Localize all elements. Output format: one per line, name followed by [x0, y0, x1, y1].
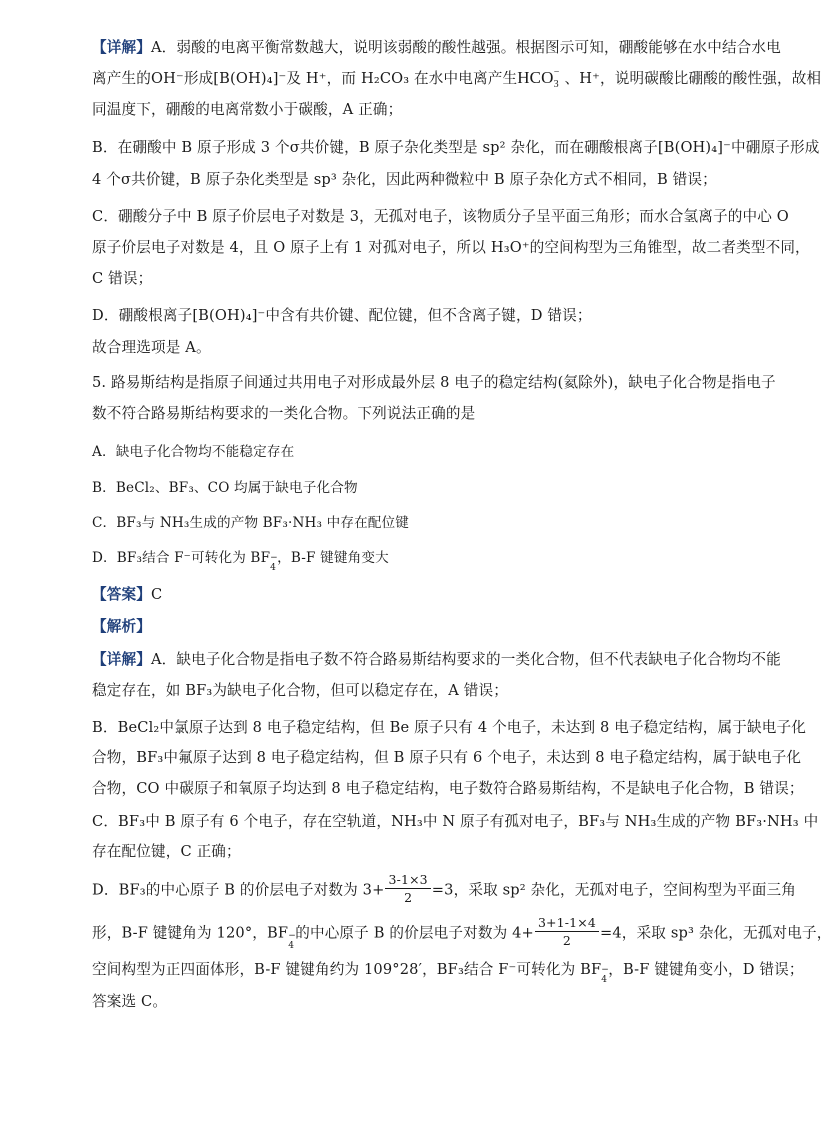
- bicarbonate-ion: $HCO_3^-$: [517, 67, 560, 90]
- detail-tag: 【详解】: [92, 39, 151, 56]
- prev-detail-b-line-1: B．在硼酸中 B 原子形成 3 个σ共价键，B 原子杂化类型是 sp² 杂化，而在硼酸根离子[B(OH)₄]⁻中硼原子形成: [92, 139, 820, 156]
- detail-b-line-1: B．BeCl₂中氯原子达到 8 电子稳定结构，但 Be 原子只有 4 个电子，未达到 8 电子稳定结构，属于缺电子化: [92, 719, 806, 736]
- option-c: C．BF₃与 NH₃生成的产物 BF₃·NH₃ 中存在配位键: [92, 515, 410, 531]
- fraction-1: $\frac{3-1\times 3}{2}$: [385, 871, 430, 906]
- final-conclusion: 答案选 C。: [92, 993, 168, 1010]
- detail-d-line-3: 空间构型为正四面体形，B-F 键键角约为 109°28′，BF₃结合 F⁻可转化为 BF − 4 ，B-F 键键角变小，D 错误；: [92, 961, 804, 985]
- prev-detail-c-line-3: C 错误；: [92, 270, 153, 287]
- option-d: D．BF₃结合 F⁻可转化为 BF − 4 ，B-F 键键角变大: [92, 550, 389, 573]
- analysis-tag: 【解析】: [92, 618, 151, 635]
- detail-a-line-2: 稳定存在，如 BF₃为缺电子化合物，但可以稳定存在，A 错误；: [92, 682, 509, 699]
- detail-tag-2: 【详解】: [92, 651, 151, 668]
- question-stem-line-2: 数不符合路易斯结构要求的一类化合物。下列说法正确的是: [92, 405, 476, 422]
- prev-detail-a-line-2: 离产生的OH⁻形成[B(OH)₄]⁻及 H⁺，而 H₂CO₃ 在水中电离产生$HCO_3^-$ 、H⁺，说明碳酸比硼酸的酸性强，故相: [92, 67, 822, 90]
- answer-tag: 【答案】: [92, 586, 151, 603]
- bf4-ion-charge: − 4: [270, 553, 278, 573]
- detail-b-line-2: 合物，BF₃中氟原子达到 8 电子稳定结构，但 B 原子只有 6 个电子，未达到 8 电子稳定结构，属于缺电子化: [92, 749, 802, 766]
- answer-line: [92, 585, 162, 605]
- prev-detail-c-line-1: C．硼酸分子中 B 原子价层电子对数是 3，无孤对电子，该物质分子呈平面三角形；而水合氢离子的中心 O: [92, 208, 789, 225]
- prev-conclusion: 故合理选项是 A。: [92, 339, 211, 356]
- detail-c-line-1: C．BF₃中 B 原子有 6 个电子，存在空轨道，NH₃中 N 原子有孤对电子，BF₃与 NH₃生成的产物 BF₃·NH₃ 中: [92, 813, 819, 830]
- prev-detail-a-line-3: 同温度下，硼酸的电离常数小于碳酸，A 正确；: [92, 101, 403, 118]
- prev-detail-d-line: D．硼酸根离子[B(OH)₄]⁻中含有共价键、配位键，但不含离子键，D 错误；: [92, 307, 592, 324]
- prev-detail-c-line-2: 原子价层电子对数是 4，且 O 原子上有 1 对孤对电子，所以 H₃O⁺的空间构型为三角锥型，故二者类型不同，: [92, 239, 810, 256]
- bf4-ion-charge-3: − 4: [601, 965, 609, 985]
- question-stem-line-1: 5. 路易斯结构是指原子间通过共用电子对形成最外层 8 电子的稳定结构(氦除外)，缺电子化合物是指电子: [92, 374, 776, 391]
- answer-value: C: [150, 586, 163, 603]
- prev-detail-a-line-1: 【详解】A．弱酸的电离平衡常数越大，说明该弱酸的酸性越强。根据图示可知，硼酸能够在水中结合水电: [92, 39, 781, 56]
- option-b: B．BeCl₂、BF₃、CO 均属于缺电子化合物: [92, 480, 358, 496]
- bf4-ion-charge-2: − 4: [288, 930, 296, 951]
- detail-a-line-1: 【详解】A．缺电子化合物是指电子数不符合路易斯结构要求的一类化合物，但不代表缺电子化合物均不能: [92, 651, 781, 668]
- detail-c-line-2: 存在配位键，C 正确；: [92, 843, 241, 860]
- prev-detail-b-line-2: 4 个σ共价键，B 原子杂化类型是 sp³ 杂化，因此两种微粒中 B 原子杂化方式不相同，B 错误；: [92, 171, 717, 188]
- detail-d-line-1: D．BF₃的中心原子 B 的价层电子对数为 3+ $\frac{3-1\times 3}{2}$ =3，采取 sp² 杂化，无孤对电子，空间构型为平面三角: [92, 872, 796, 905]
- detail-d-line-2: 形，B-F 键键角为 120°，BF − 4 的中心原子 B 的价层电子对数为 4+ $\frac{3+1-1\times 4}{2}$ =4，采取 sp³ 杂化，无孤对电子，: [92, 915, 831, 951]
- detail-b-line-3: 合物，CO 中碳原子和氧原子均达到 8 电子稳定结构，电子数符合路易斯结构，不是缺电子化合物，B 错误；: [92, 780, 804, 797]
- option-a: A．缺电子化合物均不能稳定存在: [92, 444, 295, 460]
- fraction-2: $\frac{3+1-1\times 4}{2}$: [535, 914, 599, 949]
